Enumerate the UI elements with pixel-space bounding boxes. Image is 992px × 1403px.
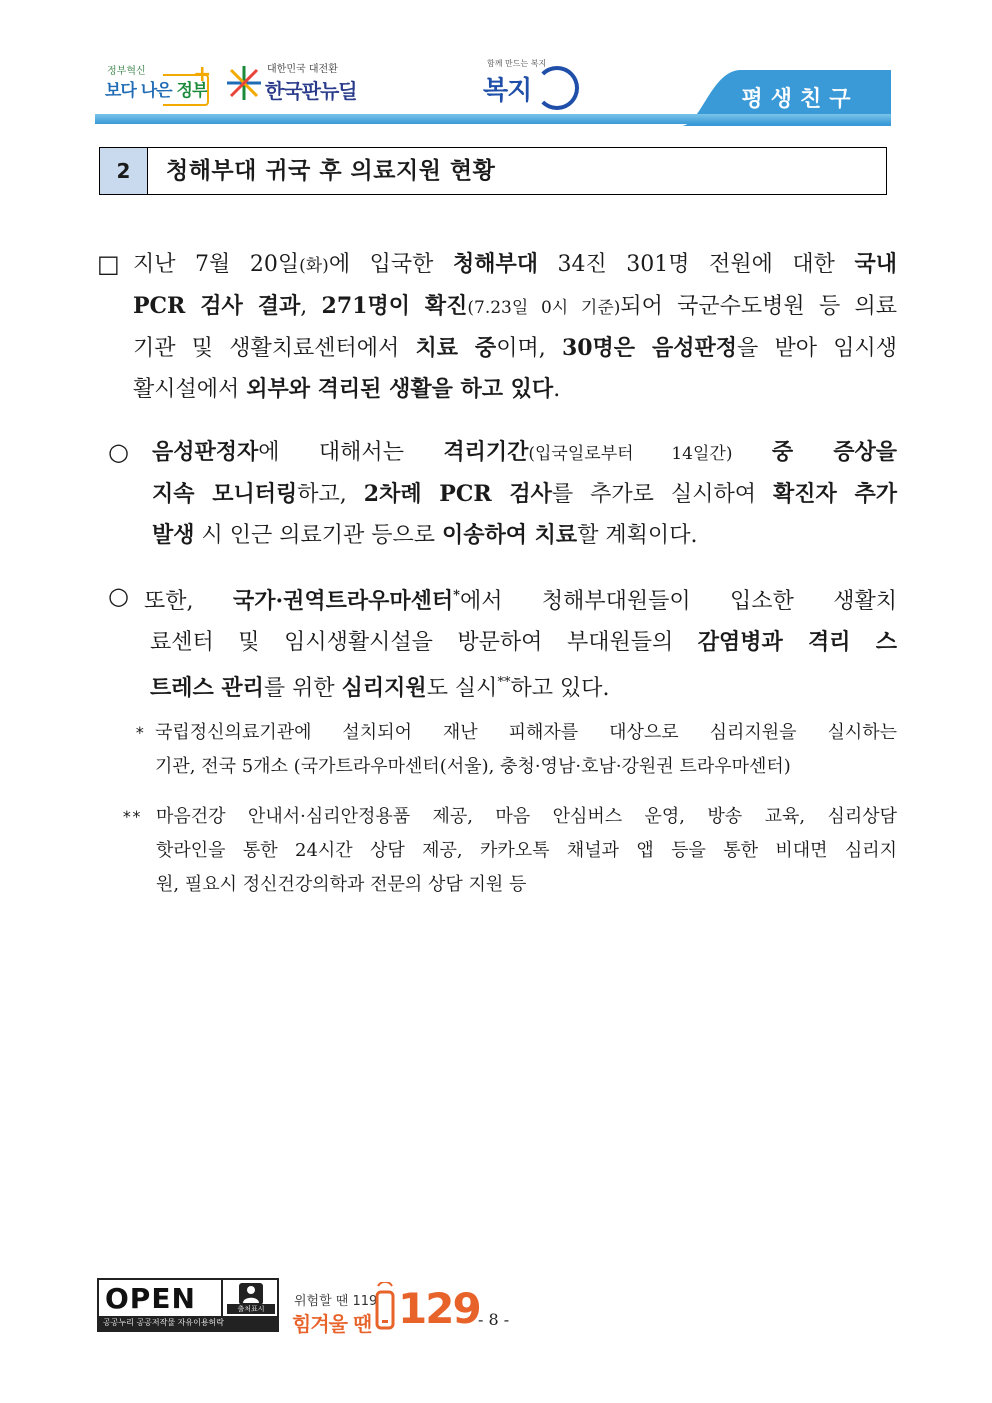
open-license-word: OPEN	[105, 1282, 196, 1315]
phone-icon	[374, 1282, 396, 1332]
paragraph-negative-cases	[108, 432, 897, 556]
section-title-box	[99, 147, 887, 195]
footnote-line: 국립정신의료기관에 설치되어 재난 피해자를 대상으로 심리지원을 실시하는	[155, 722, 897, 743]
helpline-text-1: 위험할 땐 119	[294, 1294, 378, 1309]
paragraph-line: 지속 모니터링하고, 2차례 PCR 검사를 추가로 실시하여 확진자 추가	[152, 481, 897, 507]
paragraph-line: 기관 및 생활치료센터에서 치료 중이며, 30명은 음성판정을 받아 임시생	[133, 335, 897, 361]
paragraph-psychological-support	[108, 576, 897, 709]
new-deal-burst-icon	[225, 64, 263, 102]
section-number: 2	[100, 148, 148, 194]
welfare-ring-icon	[535, 66, 579, 110]
footnote-line: 원, 필요시 정신건강의학과 전문의 상담 지원 등	[156, 874, 527, 895]
double-asterisk-marker: **	[122, 807, 142, 826]
paragraph-line: 트레스 관리를 위한 심리지원도 실시**하고 있다.	[150, 675, 610, 701]
paragraph-line: 발생 시 인근 의료기관 등으로 이송하여 치료할 계획이다.	[152, 522, 698, 548]
footnote-line: 핫라인을 통한 24시간 상담 제공, 카카오톡 채널과 앱 등을 통한 비대면 심리지	[156, 840, 897, 861]
helpline-banner	[292, 1276, 492, 1336]
header-rule	[95, 114, 891, 124]
paragraph-line: 또한, 국가·권역트라우마센터*에서 청해부대원들이 입소한 생활치	[144, 588, 897, 614]
logo2-small-text: 대한민국 대전환	[267, 64, 338, 75]
page-number: - 8 -	[478, 1310, 510, 1329]
korean-new-deal-logo	[225, 58, 375, 108]
logo3-big-text: 복지	[483, 76, 532, 106]
page-header	[95, 50, 891, 126]
logo2-big-text: 한국판뉴딜	[265, 79, 357, 103]
paragraph-main	[97, 244, 897, 410]
footnote-line: 기관, 전국 5개소 (국가트라우마센터(서울), 충청·영남·호남·강원권 트라우마센터)	[155, 756, 791, 777]
square-bullet-icon: □	[97, 250, 120, 278]
logo1-small-text: 정부혁신	[107, 66, 146, 77]
paragraph-line: 음성판정자에 대해서는 격리기간(입국일로부터 14일간) 중 증상을	[152, 439, 897, 465]
government-innovation-logo	[105, 60, 215, 108]
logo1-big-text: 보다 나은 정부	[105, 81, 208, 101]
footnote-double-asterisk	[122, 800, 897, 902]
circle-bullet-icon: ○	[108, 582, 129, 610]
paragraph-line: 활시설에서 외부와 격리된 생활을 하고 있다.	[133, 376, 561, 402]
attribution-caption: 출처표시	[227, 1304, 275, 1314]
person-icon	[239, 1283, 263, 1305]
header-tab-label: 평생친구	[741, 87, 859, 112]
plus-icon: +	[193, 62, 212, 87]
open-license-badge	[97, 1278, 279, 1332]
helpline-text-2: 힘겨울 땐	[292, 1312, 372, 1336]
asterisk-marker: *	[135, 723, 145, 742]
open-license-caption: 공공누리 공공저작물 자유이용허락	[99, 1316, 277, 1330]
section-title: 청해부대 귀국 후 의료지원 현황	[166, 158, 496, 184]
footnote-single-asterisk	[135, 716, 897, 784]
paragraph-line: 료센터 및 임시생활시설을 방문하여 부대원들의 감염병과 격리 스	[150, 629, 897, 655]
paragraph-line: 지난 7월 20일(화)에 입국한 청해부대 34진 301명 전원에 대한 국내	[133, 251, 897, 277]
logo3-small-text: 함께 만드는 복지	[487, 59, 547, 68]
attribution-badge	[221, 1280, 279, 1316]
welfare-logo	[483, 56, 583, 114]
footnote-line: 마음건강 안내서·심리안정용품 제공, 마음 안심버스 운영, 방송 교육, 심리상담	[156, 806, 897, 827]
paragraph-line: PCR 검사 결과, 271명이 확진(7.23일 0시 기준)되어 국군수도병원 등 의료	[133, 293, 897, 319]
circle-bullet-icon: ○	[108, 438, 129, 466]
helpline-number: 129	[398, 1284, 480, 1333]
